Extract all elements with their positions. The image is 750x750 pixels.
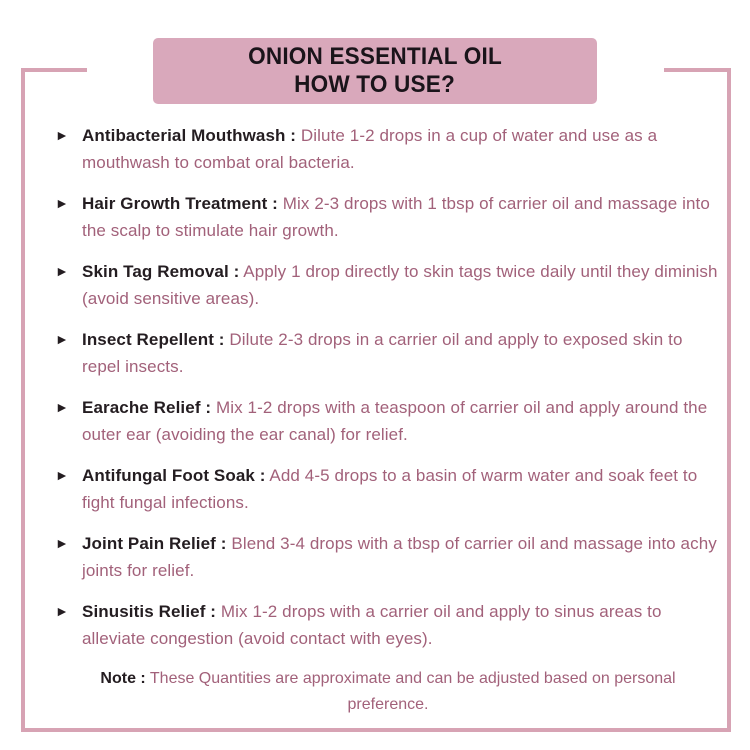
title-banner — [153, 38, 597, 104]
list-item — [55, 462, 721, 516]
frame-right-line — [727, 68, 731, 732]
note — [55, 666, 721, 718]
arrow-bullet-icon: ► — [55, 127, 69, 143]
item-label: Insect Repellent : — [82, 330, 225, 349]
list-item-text — [82, 394, 721, 448]
item-description: Dilute 1-2 drops in a cup of water and use as a mouthwash to combat oral bacteria. — [82, 126, 658, 172]
list-item-text — [82, 598, 721, 652]
list-item-text — [82, 258, 721, 312]
item-label: Joint Pain Relief : — [82, 534, 227, 553]
list-item-text — [82, 462, 721, 516]
item-description: Mix 1-2 drops with a carrier oil and apply to sinus areas to alleviate congestion (avoid contact with eyes). — [82, 602, 662, 648]
item-description: Blend 3-4 drops with a tbsp of carrier oil and massage into achy joints for relief. — [82, 534, 717, 580]
item-label: Hair Growth Treatment : — [82, 194, 278, 213]
arrow-bullet-icon: ► — [55, 535, 69, 551]
arrow-bullet-icon: ► — [55, 263, 69, 279]
list-item — [55, 598, 721, 652]
note-text: These Quantities are approximate and can be adjusted based on personal preference. — [149, 670, 676, 713]
note-label: Note : — [100, 670, 146, 687]
item-label: Earache Relief : — [82, 398, 212, 417]
list-item — [55, 122, 721, 176]
item-description: Mix 2-3 drops with 1 tbsp of carrier oil and massage into the scalp to stimulate hair growth. — [82, 194, 710, 240]
frame-top-left-bracket — [21, 68, 87, 72]
list-item-text — [82, 190, 721, 244]
list-item-text — [82, 326, 721, 380]
list-item — [55, 394, 721, 448]
list-item — [55, 530, 721, 584]
item-description: Add 4-5 drops to a basin of warm water and soak feet to fight fungal infections. — [82, 466, 698, 512]
list-item — [55, 190, 721, 244]
item-description: Dilute 2-3 drops in a carrier oil and apply to exposed skin to repel insects. — [82, 330, 683, 376]
page-subtitle: HOW TO USE? — [294, 71, 456, 98]
list-item-text — [82, 530, 721, 584]
item-description: Apply 1 drop directly to skin tags twice daily until they diminish (avoid sensitive areas). — [82, 262, 718, 308]
arrow-bullet-icon: ► — [55, 467, 69, 483]
frame-top-right-bracket — [664, 68, 731, 72]
frame-bottom-line — [21, 728, 731, 732]
frame-left-line — [21, 68, 25, 732]
arrow-bullet-icon: ► — [55, 331, 69, 347]
arrow-bullet-icon: ► — [55, 603, 69, 619]
page-title: ONION ESSENTIAL OIL — [248, 43, 502, 70]
item-label: Antibacterial Mouthwash : — [82, 126, 297, 145]
list-item-text — [82, 122, 721, 176]
item-label: Skin Tag Removal : — [82, 262, 240, 281]
arrow-bullet-icon: ► — [55, 195, 69, 211]
item-label: Sinusitis Relief : — [82, 602, 217, 621]
usage-list — [55, 122, 721, 718]
list-item — [55, 258, 721, 312]
item-description: Mix 1-2 drops with a teaspoon of carrier oil and apply around the outer ear (avoiding the ear canal) for relief. — [82, 398, 708, 444]
list-item — [55, 326, 721, 380]
item-label: Antifungal Foot Soak : — [82, 466, 266, 485]
arrow-bullet-icon: ► — [55, 399, 69, 415]
